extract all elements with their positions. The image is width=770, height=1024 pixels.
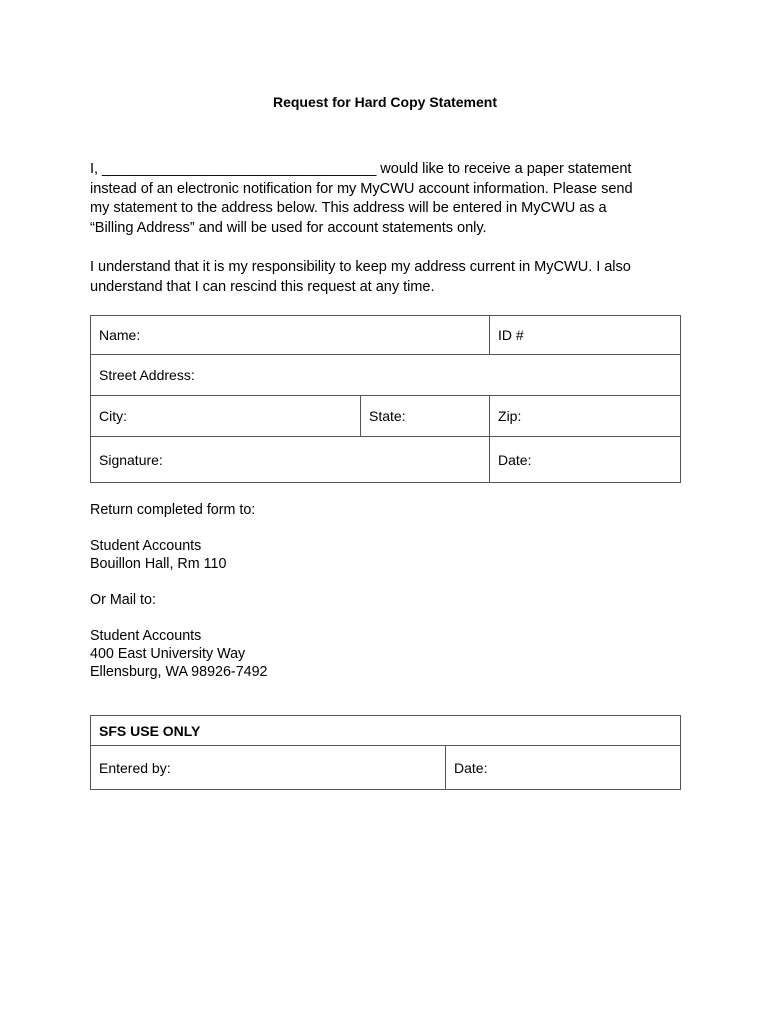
- request-line-4: “Billing Address” and will be used for account statements only.: [90, 219, 487, 236]
- understanding-paragraph: [90, 258, 690, 297]
- mail-street: 400 East University Way: [90, 646, 246, 662]
- office-name: Student Accounts: [90, 538, 202, 554]
- city-field[interactable]: [91, 396, 361, 437]
- mail-name: Student Accounts: [90, 628, 202, 644]
- request-line-3: my statement to the address below. This address will be entered in MyCWU as a: [90, 200, 607, 216]
- signature-label: Signature:: [99, 451, 163, 468]
- street-address-label: Street Address:: [99, 367, 195, 383]
- name-label: Name:: [99, 327, 141, 343]
- office-location: Bouillon Hall, Rm 110: [90, 556, 227, 572]
- sfs-use-only-table: [90, 715, 681, 790]
- entered-by-label: Entered by:: [99, 759, 171, 776]
- sfs-heading: SFS USE ONLY: [91, 716, 681, 746]
- understanding-line-1: I understand that it is my responsibility to keep my address current in MyCWU. I also: [90, 259, 631, 275]
- request-paragraph: [90, 160, 690, 238]
- understanding-line-2: understand that I can rescind this request at any time.: [90, 278, 435, 295]
- document-title: Request for Hard Copy Statement: [272, 94, 498, 110]
- entered-by-field[interactable]: [91, 746, 446, 790]
- sfs-date-label: Date:: [454, 759, 488, 776]
- name-field[interactable]: [91, 316, 490, 355]
- state-label: State:: [369, 408, 406, 424]
- return-instructions: [90, 501, 268, 681]
- id-field[interactable]: [490, 316, 681, 355]
- state-field[interactable]: [361, 396, 490, 437]
- return-heading: Return completed form to:: [90, 502, 256, 518]
- street-address-field[interactable]: [91, 355, 681, 396]
- address-form-table: [90, 315, 681, 483]
- city-label: City:: [99, 408, 127, 424]
- mail-heading: Or Mail to:: [90, 592, 156, 608]
- zip-field[interactable]: [490, 396, 681, 437]
- sfs-date-field[interactable]: [446, 746, 681, 790]
- request-line-1: I, __________________________________ would like to receive a paper statement: [90, 161, 632, 177]
- date-field[interactable]: [490, 437, 681, 483]
- date-label: Date:: [498, 451, 532, 468]
- mail-city: Ellensburg, WA 98926-7492: [90, 664, 268, 680]
- signature-field[interactable]: [91, 437, 490, 483]
- zip-label: Zip:: [498, 408, 522, 424]
- request-line-2: instead of an electronic notification for my MyCWU account information. Please send: [90, 180, 633, 197]
- id-label: ID #: [498, 327, 524, 343]
